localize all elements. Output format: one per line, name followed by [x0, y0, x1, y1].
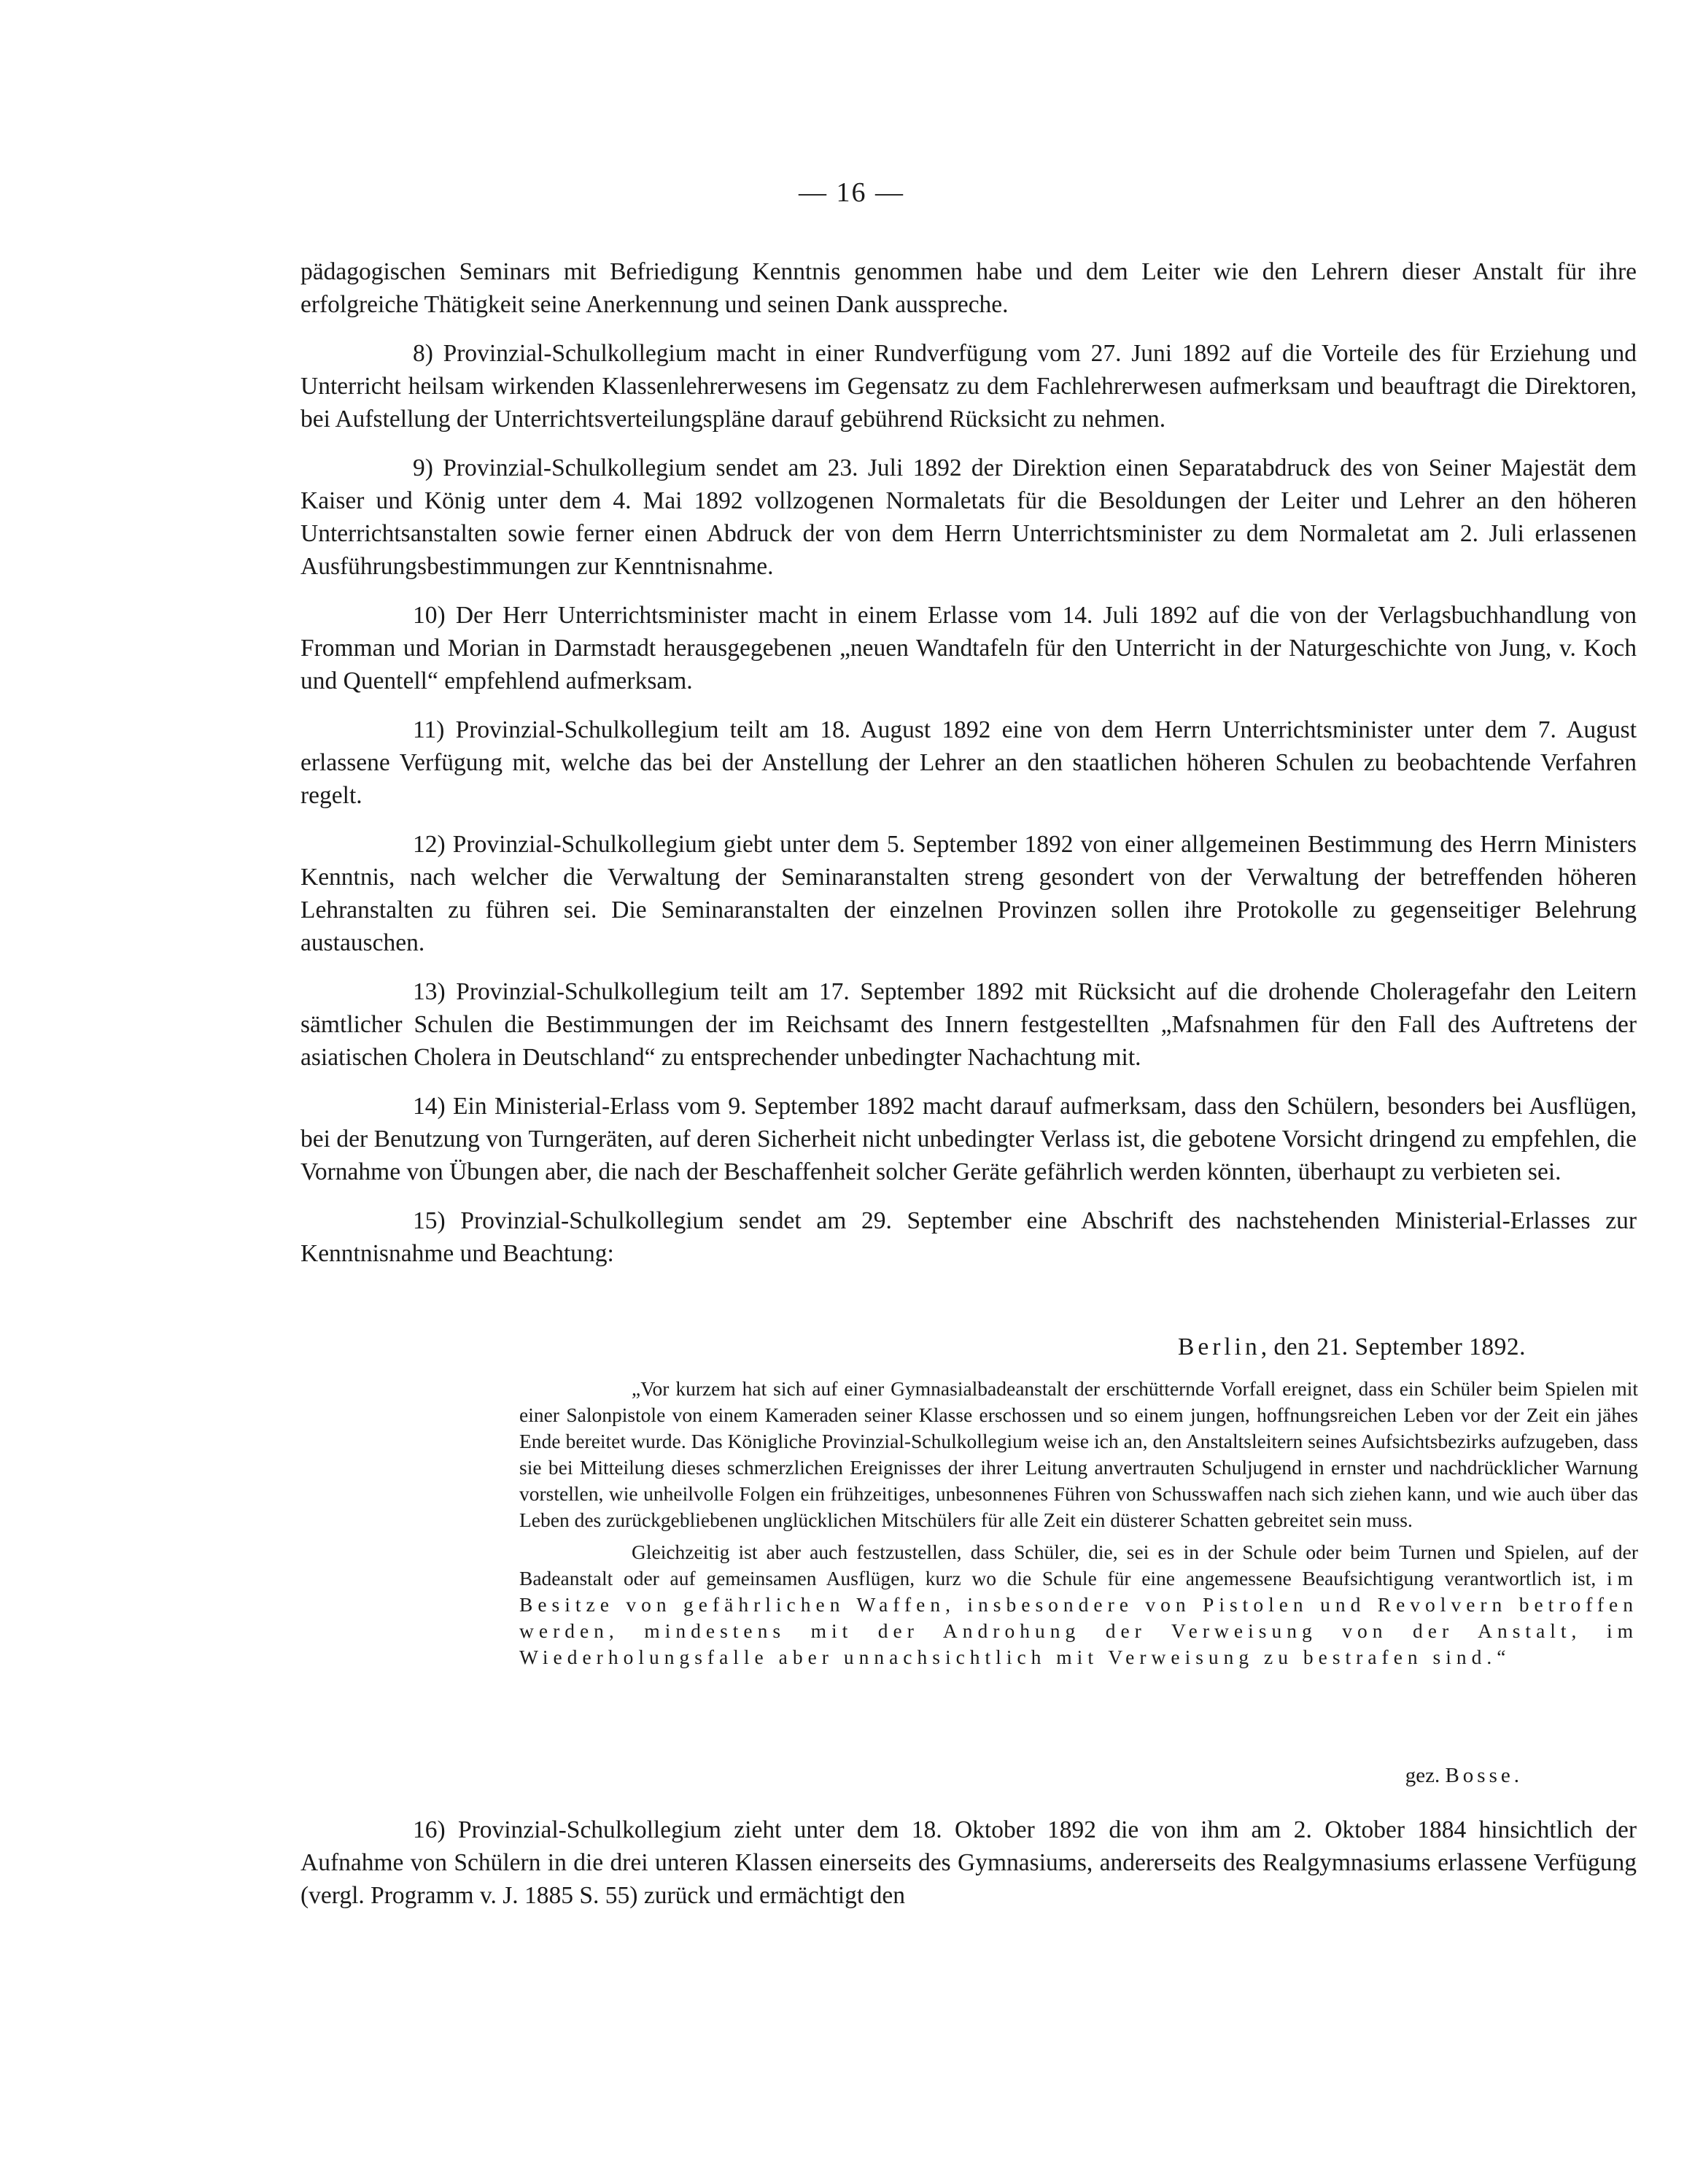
paragraph-continuation: pädagogischen Seminars mit Befriedigung Kenntnis genommen habe und dem Leiter wie den Lehrern dieser Anstalt für ihre erfolgreiche Thätigkeit seine Anerkennung und seinen Dank ausspreche.: [300, 258, 1637, 318]
page-number: — 16 —: [799, 177, 904, 208]
letter-signature: [1405, 1764, 1523, 1788]
paragraph-11: 11) Provinzial-Schulkollegium teilt am 18. August 1892 eine von dem Herrn Unterrichtsminister unter dem 7. August erlassene Verfügung mit, welche das bei der Anstellung der Lehrer an den staatlichen höheren Schulen zu beobachtende Verfahren regelt.: [300, 716, 1637, 809]
letter-place: Berlin: [1178, 1333, 1261, 1360]
paragraph-15: 15) Provinzial-Schulkollegium sendet am 29. September eine Abschrift des nachstehenden Ministerial-Erlasses zur Kenntnisnahme und Beachtung:: [300, 1207, 1637, 1267]
quote-paragraph-2-text: Gleichzeitig ist aber auch festzustellen, dass Schüler, die, sei es in der Schule oder beim Turnen und Spielen, auf der Badeanstalt oder auf gemeinsamen Ausflügen, kurz wo die Schule für eine angemessene Beaufsichtigung verantwortlich ist,: [519, 1541, 1638, 1589]
signature-name: Bosse.: [1445, 1764, 1523, 1787]
paragraph-10: 10) Der Herr Unterrichtsminister macht in einem Erlasse vom 14. Juli 1892 auf die von der Verlagsbuchhandlung von Fromman und Morian in Darmstadt herausgegebenen „neuen Wandtafeln für den Unterricht in der Naturgeschichte von Jung, v. Koch und Quentell“ empfehlend aufmerksam.: [300, 602, 1637, 694]
quote-close-mark: “: [1497, 1646, 1506, 1668]
paragraph-8: 8) Provinzial-Schulkollegium macht in einer Rundverfügung vom 27. Juni 1892 auf die Vorteile des für Erziehung und Unterricht heilsam wirkenden Klassenlehrerwesens im Gegensatz zu dem Fachlehrerwesen aufmerksam und beauftragt die Direktoren, bei Aufstellung der Unterrichtsverteilungspläne darauf gebührend Rücksicht zu nehmen.: [300, 340, 1637, 433]
paragraph-9: 9) Provinzial-Schulkollegium sendet am 23. Juli 1892 der Direktion einen Separatabdruck des von Seiner Majestät dem Kaiser und König unter dem 4. Mai 1892 vollzogenen Normaletats für die Besoldungen der Leiter und Lehrer an den höheren Unterrichtsanstalten sowie ferner einen Abdruck der von dem Herrn Unterrichtsminister zu dem Normaletat am 2. Juli erlassenen Ausführungsbestimmungen zur Kenntnisnahme.: [300, 454, 1637, 580]
closing-text-block: [300, 1813, 1637, 1912]
quote-paragraph-1: „Vor kurzem hat sich auf einer Gymnasialbadeanstalt der erschütternde Vorfall ereignet, dass ein Schüler beim Spielen mit einer Salonpistole von einem Kameraden seiner Klasse erschossen und so einem jungen, hoffnungsreichen Leben vor der Zeit ein jähes Ende bereitet wurde. Das Königliche Provinzial-Schulkollegium weise ich an, den Anstaltsleitern seines Aufsichtsbezirks aufzugeben, dass sie bei Mitteilung dieses schmerzlichen Ereignisses der ihrer Leitung anvertrauten Schuljugend in ernster und nachdrücklicher Warnung vorstellen, wie unheilvolle Folgen ein frühzeitiges, unbesonnenes Führen von Schusswaffen nach sich ziehen kann, und wie auch über das Leben des zurückgebliebenen unglücklichen Mitschülers für alle Zeit ein düsterer Schatten gebreitet sein muss.: [519, 1377, 1638, 1531]
paragraph-12: 12) Provinzial-Schulkollegium giebt unter dem 5. September 1892 von einer allgemeinen Bestimmung des Herrn Ministers Kenntnis, nach welcher die Verwaltung der Seminaranstalten streng gesondert von der Verwaltung der betreffenden höheren Lehranstalten zu führen sei. Die Seminaranstalten der einzelnen Provinzen sollen ihre Protokolle zu gegenseitiger Belehrung austauschen.: [300, 831, 1637, 956]
paragraph-14: 14) Ein Ministerial-Erlass vom 9. September 1892 macht darauf aufmerksam, dass den Schülern, besonders bei Ausflügen, bei der Benutzung von Turngeräten, auf deren Sicherheit nicht unbedingter Verlass ist, die gebotene Vorsicht dringend zu empfehlen, die Vornahme von Übungen aber, die nach der Beschaffenheit solcher Geräte gefährlich werden könnten, überhaupt zu verbieten sei.: [300, 1093, 1637, 1185]
paragraph-16: 16) Provinzial-Schulkollegium zieht unter dem 18. Oktober 1892 die von ihm am 2. Oktober 1884 hinsichtlich der Aufnahme von Schülern in die drei unteren Klassen einerseits des Gymnasiums, andererseits des Realgymnasiums erlassene Verfügung (vergl. Programm v. J. 1885 S. 55) zurück und ermächtigt den: [300, 1816, 1637, 1909]
quoted-decree: [519, 1376, 1638, 1670]
letter-date: , den 21. September 1892.: [1260, 1333, 1526, 1360]
quote-paragraph-2: [519, 1539, 1638, 1670]
quote-paragraph-2-emphasis: im Besitze von gefährlichen Waffen, insbesondere von Pistolen und Revolvern betroffen werden, mindestens mit der Androhung der Verweisung von der Anstalt, im Wiederholungsfalle aber unnachsichtlich mit Verweisung zu bestrafen sind.: [519, 1567, 1638, 1668]
signature-prefix: gez.: [1405, 1764, 1440, 1787]
main-text-block: [300, 255, 1637, 1270]
paragraph-13: 13) Provinzial-Schulkollegium teilt am 17. September 1892 mit Rücksicht auf die drohende Choleragefahr den Leitern sämtlicher Schulen die Bestimmungen der im Reichsamt des Innern festgestellten „Mafsnahmen für den Fall des Auftretens der asiatischen Cholera in Deutschland“ zu entsprechender unbedingter Nachachtung mit.: [300, 978, 1637, 1071]
letter-dateline: [1178, 1333, 1526, 1361]
